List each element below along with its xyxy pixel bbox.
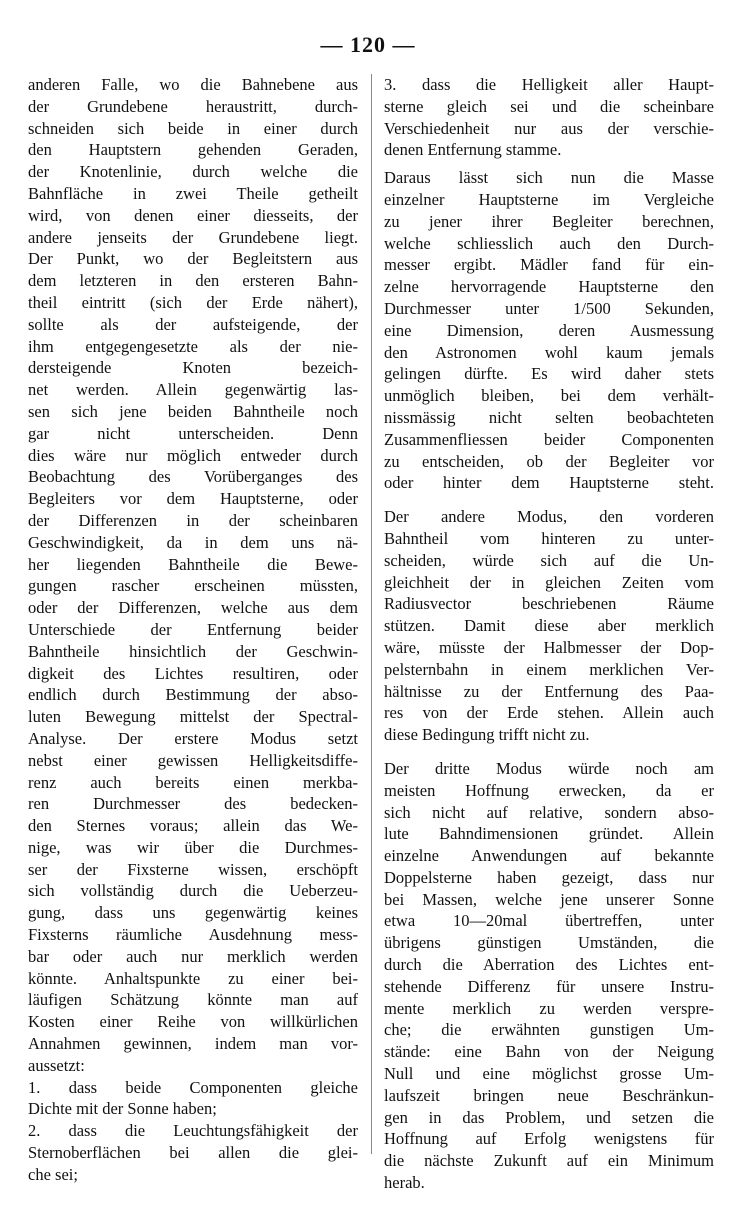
text-line: Null und eine möglichst grosse Um- — [384, 1064, 714, 1084]
text-line: diese Bedingung trifft nicht zu. — [384, 725, 590, 745]
text-line: Dichte mit der Sonne haben; — [28, 1099, 217, 1119]
text-line: könnte. Anhaltspunkte zu einer bei- — [28, 968, 358, 988]
text-line: luten Bewegung mittelst der Spectral- — [28, 707, 358, 727]
text-line: nissmässig nicht selten beobachteten — [384, 407, 714, 427]
text-line: hältnisse zu der Entfernung des Paa- — [384, 681, 714, 701]
text-line: gleichheit der in gleichen Zeiten vom — [384, 572, 714, 592]
text-line: gung, dass uns gegenwärtig keines — [28, 903, 358, 923]
text-line: läufigen Schätzung könnte man auf — [28, 990, 358, 1010]
text-line: einzelne Anwendungen auf bekannte — [384, 846, 714, 866]
text-line: messer ergibt. Mädler fand für ein- — [384, 255, 714, 275]
text-line: zu jener ihrer Begleiter berechnen, — [384, 211, 714, 231]
text-line: den Sternes voraus; allein das We- — [28, 816, 358, 836]
text-line: der Knotenlinie, durch welche die — [28, 162, 358, 182]
text-line: andere jenseits der Grundebene liegt. — [28, 227, 358, 247]
text-line: lute Bahndimensionen gründet. Allein — [384, 824, 714, 844]
text-line: sterne gleich sei und die scheinbare — [384, 96, 714, 116]
text-line: meisten Hoffnung erwecken, da er — [384, 780, 714, 800]
text-line: herab. — [384, 1173, 425, 1193]
text-line: sollte als der aufsteigende, der — [28, 314, 358, 334]
text-line: etwa 10—20mal übertreffen, unter — [384, 911, 714, 931]
text-line: Doppelsterne haben gezeigt, dass nur — [384, 867, 714, 887]
text-line: pelsternbahn in einem merklichen Ver- — [384, 659, 714, 679]
text-line: Hoffnung auf Erfolg wenigstens für — [384, 1129, 714, 1149]
text-line: wäre, müsste der Halbmesser der Dop- — [384, 637, 714, 657]
text-line: stände: eine Bahn von der Neigung — [384, 1042, 714, 1062]
text-line: che sei; — [28, 1164, 78, 1184]
text-line: gelingen dürfte. Es wird daher stets — [384, 364, 714, 384]
text-line: sich nicht auf relative, sondern abso- — [384, 802, 714, 822]
text-line: Annahmen gewinnen, indem man vor- — [28, 1034, 358, 1054]
text-line: res von der Erde stehen. Allein auch — [384, 703, 714, 723]
text-line: oder der Differenzen, welche aus dem — [28, 598, 358, 618]
right-column — [384, 74, 714, 1194]
text-line: laufszeit bringen neue Beschränkun- — [384, 1085, 714, 1105]
text-line: gen in das Problem, und setzen die — [384, 1107, 714, 1127]
text-line: übrigens günstigen Umständen, die — [384, 933, 714, 953]
text-line: Beobachtung des Vorüberganges des — [28, 467, 358, 487]
text-line: Bahnfläche in zwei Theile getheilt — [28, 183, 358, 203]
text-line: dersteigende Knoten bezeich- — [28, 358, 358, 378]
text-line: wird, von denen einer diesseits, der — [28, 205, 358, 225]
text-line: dem letzteren in den ersteren Bahn- — [28, 271, 358, 291]
text-line: einzelner Hauptsterne im Vergleiche — [384, 189, 714, 209]
text-line: Der dritte Modus würde noch am — [384, 758, 714, 778]
text-line: digkeit des Lichtes resultiren, oder — [28, 663, 358, 683]
text-line: ren Durchmesser des bedecken- — [28, 794, 358, 814]
text-line: der Differenzen in der scheinbaren — [28, 510, 358, 530]
text-line: gungen rascher erscheinen müssten, — [28, 576, 358, 596]
text-line: her liegenden Bahntheile die Bewe- — [28, 554, 358, 574]
text-line: bei Massen, welche jene unserer Sonne — [384, 889, 714, 909]
text-line: che; die erwähnten gunstigen Um- — [384, 1020, 714, 1040]
text-line: stützen. Damit diese aber merklich — [384, 616, 714, 636]
text-line: Bahntheil vom hinteren zu unter- — [384, 528, 714, 548]
text-line: mente merklich zu werden verspre- — [384, 998, 714, 1018]
text-line: zelne hervorragende Hauptsterne den — [384, 277, 714, 297]
text-line: endlich durch Bestimmung der abso- — [28, 685, 358, 705]
text-line: Sternoberflächen bei allen die glei- — [28, 1143, 358, 1163]
text-line: Der andere Modus, den vorderen — [384, 507, 714, 527]
text-line: 3. dass die Helligkeit aller Haupt- — [384, 75, 714, 94]
paragraph-gap — [384, 494, 714, 506]
text-line: theil eintritt (sich der Erde nähert), — [28, 292, 358, 312]
page-number: — 120 — — [320, 32, 416, 57]
text-line: Fixsterns räumliche Ausdehnung mess- — [28, 925, 358, 945]
left-column — [28, 74, 358, 1186]
text-line: Bahntheile hinsichtlich der Geschwin- — [28, 641, 358, 661]
text-line: renz auch bereits einen merkba- — [28, 772, 358, 792]
text-line: den Astronomen wohl kaum jemals — [384, 342, 714, 362]
text-line: welche schliesslich auch den Durch- — [384, 233, 714, 253]
text-line: sen sich jene beiden Bahntheile noch — [28, 401, 358, 421]
text-line: der Grundebene heraustritt, durch- — [28, 96, 358, 116]
text-line: oder hinter dem Hauptsterne steht. — [384, 473, 714, 493]
text-line: Verschiedenheit nur aus der verschie- — [384, 118, 714, 138]
text-line: Daraus lässt sich nun die Masse — [384, 168, 714, 188]
text-line: eine Dimension, deren Ausmessung — [384, 320, 714, 340]
text-line: Kosten einer Reihe von willkürlichen — [28, 1012, 358, 1032]
text-line: dies wäre nur möglich entweder durch — [28, 445, 358, 465]
text-line: anderen Falle, wo die Bahnebene aus — [28, 75, 358, 94]
text-line: Durchmesser unter 1/500 Sekunden, — [384, 298, 714, 318]
text-line: unmöglich bleiben, bei dem verhält- — [384, 386, 714, 406]
text-line: Radiusvector beschriebenen Räume — [384, 594, 714, 614]
text-line: stehende Differenz für unsere Instru- — [384, 976, 714, 996]
text-line: Geschwindigkeit, da in dem uns nä- — [28, 532, 358, 552]
text-line: denen Entfernung stamme. — [384, 140, 562, 160]
text-line: ihm entgegengesetzte als der nie- — [28, 336, 358, 356]
column-divider — [371, 74, 372, 1154]
text-line: Analyse. Der erstere Modus setzt — [28, 728, 358, 748]
text-line: net werden. Allein gegenwärtig las- — [28, 380, 358, 400]
text-line: aussetzt: — [28, 1055, 85, 1075]
text-line: scheiden, würde sich auf die Un- — [384, 550, 714, 570]
text-line: durch die Aberration des Lichtes ent- — [384, 955, 714, 975]
text-line: 2. dass die Leuchtungsfähigkeit der — [28, 1121, 358, 1141]
text-line: nebst einer gewissen Helligkeitsdiffe- — [28, 750, 358, 770]
text-line: ser der Fixsterne wissen, erschöpft — [28, 859, 358, 879]
text-line: Der Punkt, wo der Begleitstern aus — [28, 249, 358, 269]
text-line: Unterschiede der Entfernung beider — [28, 619, 358, 639]
text-line: die nächste Zukunft auf ein Minimum — [384, 1151, 714, 1171]
text-line: gar nicht unterscheiden. Denn — [28, 423, 358, 443]
text-line: nige, was wir über die Durchmes- — [28, 837, 358, 857]
text-line: 1. dass beide Componenten gleiche — [28, 1077, 358, 1097]
text-line: zu entscheiden, ob der Begleiter vor — [384, 451, 714, 471]
text-line: den Hauptstern gehenden Geraden, — [28, 140, 358, 160]
text-line: sich vollständig durch die Ueberzeu- — [28, 881, 358, 901]
text-line: Begleiters vor dem Hauptsterne, oder — [28, 489, 358, 509]
text-line: bar oder auch nur merklich werden — [28, 946, 358, 966]
text-line: schneiden sich beide in einer durch — [28, 118, 358, 138]
paragraph-gap — [384, 746, 714, 758]
text-line: Zusammenfliessen beider Componenten — [384, 429, 714, 449]
